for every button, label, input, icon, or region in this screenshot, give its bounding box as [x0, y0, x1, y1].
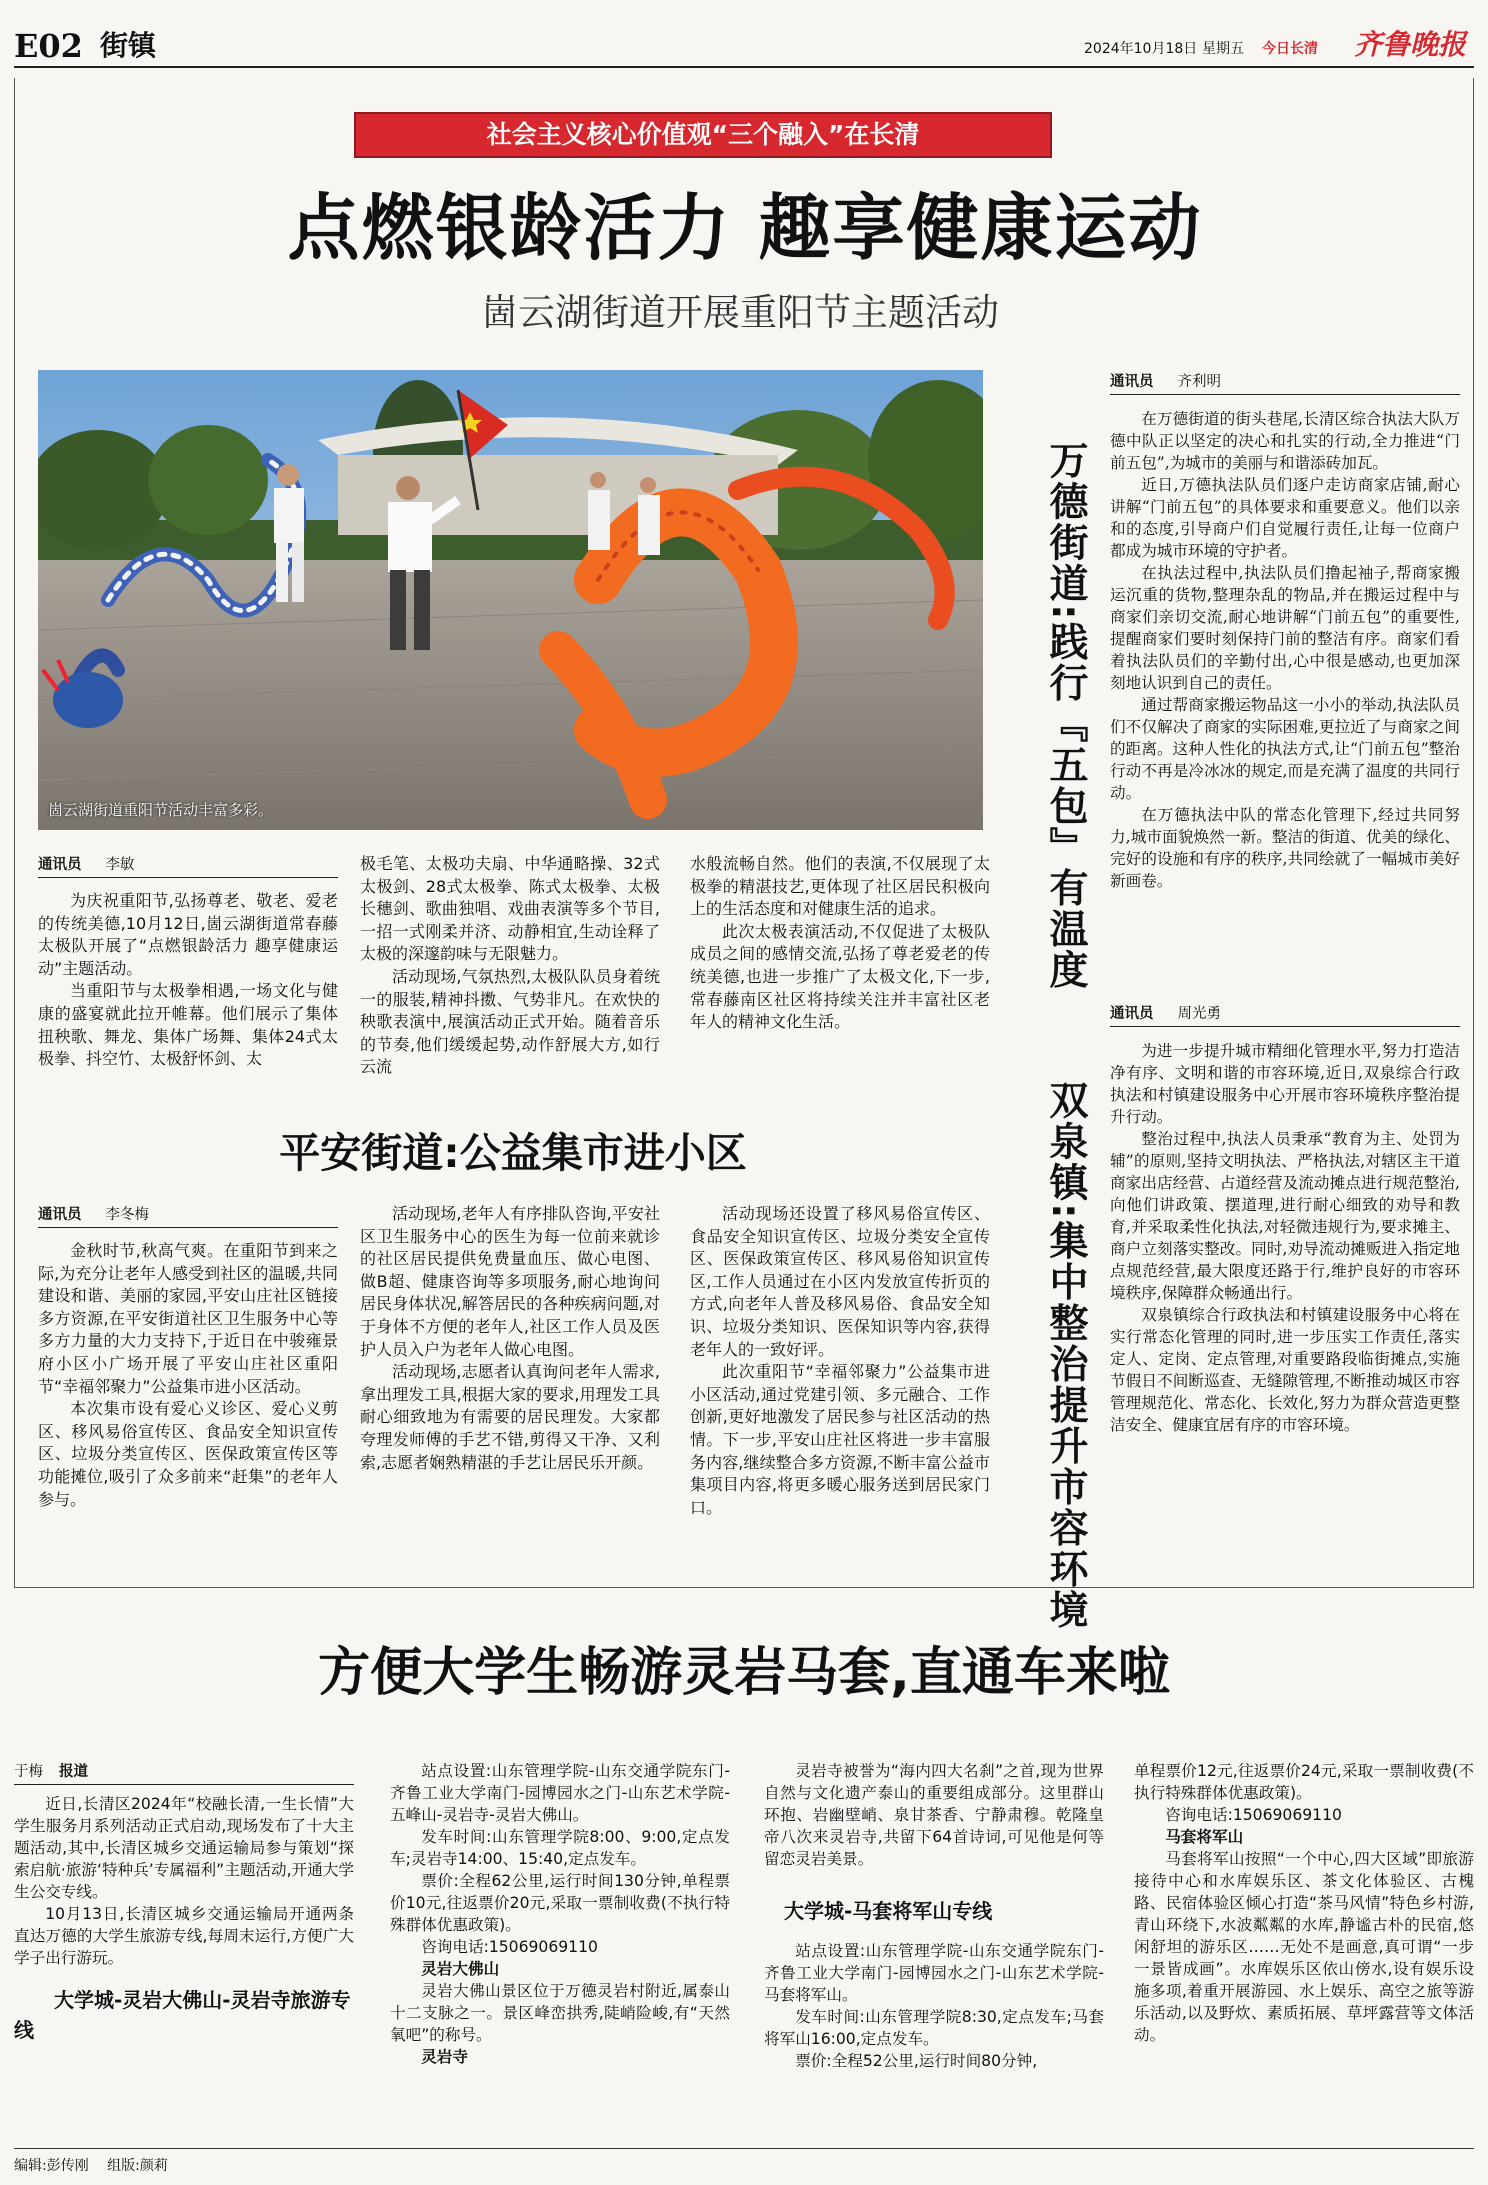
reporter-name: 齐利明	[1177, 374, 1221, 390]
story4-para-1: 为进一步提升城市精细化管理水平,努力打造洁净有序、文明和谐的市容环境,近日,双泉综合行政执法和村镇建设服务中心开展市容环境秩序整治提升行动。	[1110, 1042, 1460, 1126]
reporter-label: 报道	[59, 1764, 88, 1780]
reporter-name: 于梅	[14, 1764, 43, 1780]
route1-fare: 票价:全程62公里,运行时间130分钟,单程票价10元,往返票价20元,采取一票制收费(不执行特殊群体优惠政策)。	[390, 1872, 730, 1934]
story5-para-1: 近日,长清区2024年“校融长清,一生长情”大学生服务月系列活动正式启动,现场发布了十大主题活动,其中,长清区城乡交通运输局参与策划“探索启航·旅游‘特种兵’专属福利”主题活动,开通大学生公交专线。	[14, 1795, 354, 1901]
story1-para-1: 为庆祝重阳节,弘扬尊老、敬老、爱老的传统美德,10月12日,崮云湖街道常春藤太极队开展了“点燃银龄活力 趣享健康运动”主题活动。	[38, 891, 338, 978]
story5-col3	[764, 1760, 1104, 2072]
story3-para-2: 近日,万德执法队员们逐户走访商家店铺,耐心讲解“门前五包”的具体要求和重要意义。他们以亲和的态度,引导商户们自觉履行责任,让每一位商户都成为城市环境的守护者。	[1110, 476, 1460, 560]
issue-date: 2024年10月18日	[1084, 41, 1198, 57]
story2-para-4: 活动现场,志愿者认真询问老年人需求,拿出理发工具,根据大家的要求,用理发工具耐心细致地为有需要的居民理发。大家都夸理发师傅的手艺不错,剪得又干净、又利索,志愿者娴熟精湛的手艺让居民乐开颜。	[360, 1362, 660, 1472]
story4-body	[1110, 1040, 1460, 1436]
route2-title: 大学城-马套将军山专线	[784, 1899, 993, 1923]
story1-col2	[360, 853, 660, 1079]
route2-fare-cont: 单程票价12元,往返票价24元,采取一票制收费(不执行特殊群体优惠政策)。	[1134, 1762, 1474, 1802]
story1-photo	[38, 370, 983, 830]
story4-vertical-headline: 双泉镇:集中整治提升市容环境	[1043, 1080, 1088, 1631]
story2-headline: 平安街道:公益集市进小区	[279, 1129, 747, 1177]
story4-byline	[1110, 1002, 1460, 1035]
page-header	[14, 28, 1474, 68]
story3-para-3: 在执法过程中,执法队员们撸起袖子,帮商家搬运沉重的货物,整理杂乱的物品,并在搬运过程中与商家们亲切交流,耐心地讲解“门前五包”的重要性,提醒商家们要时刻保持门前的整洁有序。商家们看着执法队员们的辛勤付出,心中很是感动,也更加深刻地认识到自己的责任。	[1110, 564, 1460, 692]
story2-para-2: 本次集市设有爱心义诊区、爱心义剪区、移风易俗宣传区、食品安全知识宣传区、垃圾分类宣传区、医保政策宣传区等功能摊位,吸引了众多前来“赶集”的老年人参与。	[38, 1399, 338, 1509]
story3-body	[1110, 408, 1460, 892]
story3-byline	[1110, 370, 1460, 403]
route2-phone: 咨询电话:15069069110	[1165, 1806, 1342, 1824]
route1-stops: 站点设置:山东管理学院-山东交通学院东门-齐鲁工业大学南门-园博园水之门-山东艺术学院-五峰山-灵岩寺-灵岩大佛山。	[390, 1762, 730, 1824]
story2-col2	[360, 1203, 660, 1474]
story3-para-1: 在万德街道的街头巷尾,长清区综合执法大队万德中队正以坚定的决心和扎实的行动,全力推进“门前五包”,为城市的美丽与和谐添砖加瓦。	[1110, 410, 1460, 472]
editor-name: 彭传刚	[46, 2158, 89, 2174]
newspaper-logo: 齐鲁晚报	[1354, 28, 1467, 61]
story1-subhead: 崮云湖街道开展重阳节主题活动	[481, 291, 999, 334]
story1-para-2: 当重阳节与太极拳相遇,一场文化与健康的盛宴就此拉开帷幕。他们展示了集体扭秧歌、舞龙、集体广场舞、集体24式太极拳、抖空竹、太极舒怀剑、太	[38, 981, 338, 1069]
story4-para-3: 双泉镇综合行政执法和村镇建设服务中心将在实行常态化管理的同时,进一步压实工作责任,落实定人、定岗、定点管理,对重要路段临街摊点,实施节假日不间断巡查、无缝隙管理,不断推动城区市容管理规范化、常态化、长效化,努力为群众营造更整洁安全、健康宜居有序的市容环境。	[1110, 1306, 1460, 1434]
story2-col1	[38, 1240, 338, 1511]
story2-para-3: 活动现场,老年人有序排队咨询,平安社区卫生服务中心的医生为每一位前来就诊的社区居民提供免费量血压、做心电图、做B超、健康咨询等多项服务,耐心地询问居民身体状况,解答居民的各种疾病问题,对于身体不方便的老年人,社区工作人员及医护人员入户为老年人做心电图。	[360, 1204, 660, 1359]
story5-col4	[1134, 1760, 1474, 2046]
reporter-name: 李冬梅	[105, 1207, 149, 1223]
story4-para-2: 整治过程中,执法人员秉承“教育为主、处罚为辅”的原则,坚持文明执法、严格执法,对辖区主干道商家出店经营、占道经营及流动摊点进行规范整治,向他们讲政策、摆道理,进行耐心细致的劝导和教育,并采取柔性化执法,对轻微违规行为,要求摊主、商户立刻落实整改。同时,劝导流动摊贩进入指定地点规范经营,最大限度还路于行,维护良好的市容环境秩序,保障群众畅通出行。	[1110, 1130, 1460, 1302]
story2-byline	[38, 1203, 338, 1236]
reporter-label: 通讯员	[38, 857, 82, 873]
reporter-name: 李敏	[105, 857, 135, 873]
lingyansi-heading: 灵岩寺	[421, 2048, 468, 2066]
dafoshan-heading: 灵岩大佛山	[421, 1960, 500, 1978]
story3-vertical-headline: 万德街道:践行『五包』有温度	[1043, 440, 1088, 991]
editor-label: 编辑	[14, 2158, 42, 2174]
story5-headline: 方便大学生畅游灵岩马套,直通车来啦	[318, 1643, 1170, 1703]
reporter-label: 通讯员	[1110, 374, 1154, 390]
jiangjunshan-heading: 马套将军山	[1165, 1828, 1244, 1846]
dragon-dance-photo	[38, 370, 983, 830]
story2-para-5: 活动现场还设置了移风易俗宣传区、食品安全知识宣传区、垃圾分类安全宣传区、医保政策宣传区、移风易俗知识宣传区,工作人员通过在小区内发放宣传折页的方式,向老年人普及移风易俗、食品安全知识、垃圾分类知识、医保知识等内容,获得老年人的一致好评。	[690, 1204, 990, 1359]
story5-col1	[14, 1760, 354, 2045]
page-number: E02	[14, 27, 83, 65]
route1-times: 发车时间:山东管理学院8:00、9:00,定点发车;灵岩寺14:00、15:40,定点发车。	[390, 1828, 730, 1868]
page-footer: 编辑:彭传刚 组版:颜莉	[14, 2148, 1474, 2175]
issue-weekday: 星期五	[1202, 41, 1244, 57]
lingyansi-intro: 灵岩寺被誉为“海内四大名刹”之首,现为世界自然与文化遗产泰山的重要组成部分。这里群山环抱、岩幽壁峭、泉甘茶香、宁静肃穆。乾隆皇帝八次来灵岩寺,共留下64首诗词,可见他是何等留恋灵岩美景。	[764, 1762, 1104, 1868]
story1-byline	[38, 853, 338, 886]
story2-para-1: 金秋时节,秋高气爽。在重阳节到来之际,为充分让老年人感受到社区的温暖,共同建设和谐、美丽的家园,平安山庄社区链接多方资源,在平安街道社区卫生服务中心等多方力量的大力支持下,于近日在中骏雍景府小区小广场开展了平安山庄社区重阳节“幸福邻聚力”公益集市进小区活动。	[38, 1241, 338, 1396]
story1-para-4: 此次太极表演活动,不仅促进了太极队成员之间的感情交流,弘扬了尊老爱老的传统美德,也进一步推广了太极文化,下一步,常春藤南区社区将持续关注并丰富社区老年人的精神文化生活。	[690, 921, 990, 1032]
layout-name: 颜莉	[139, 2158, 168, 2174]
column-name: 今日长清	[1262, 41, 1318, 57]
story1-para-3-cont: 水般流畅自然。他们的表演,不仅展现了太极拳的精湛技艺,更体现了社区居民积极向上的生活态度和对健康生活的追求。	[690, 854, 990, 919]
photo-caption: 崮云湖街道重阳节活动丰富多彩。	[48, 801, 274, 819]
banner-text: 社会主义核心价值观“三个融入”在长清	[486, 120, 920, 149]
layout-label: 组版	[107, 2158, 136, 2174]
story1-para-2-cont: 极毛笔、太极功夫扇、中华通略操、32式太极剑、28式太极拳、陈式太极拳、太极长穗剑、歌曲独唱、戏曲表演等多个节目,一招一式刚柔并济、动静相宜,生动诠释了太极的深邃韵味与无限魅力。	[360, 854, 660, 964]
story1-col1	[38, 890, 338, 1100]
reporter-name: 周光勇	[1177, 1006, 1221, 1022]
story1-headline: 点燃银龄活力 趣享健康运动	[287, 186, 1203, 270]
story2-col3	[690, 1203, 990, 1519]
reporter-label: 通讯员	[38, 1207, 82, 1223]
dafoshan-intro: 灵岩大佛山景区位于万德灵岩村附近,属泰山十二支脉之一。景区峰峦拱秀,陡峭险峻,有“天然氧吧”的称号。	[390, 1982, 730, 2044]
story5-col2	[390, 1760, 730, 2068]
banner	[354, 112, 1052, 158]
route2-fare: 票价:全程52公里,运行时间80分钟,	[795, 2052, 1038, 2070]
story1-col3	[690, 853, 990, 1034]
story3-para-4: 通过帮商家搬运物品这一小小的举动,执法队员们不仅解决了商家的实际困难,更拉近了与商家之间的距离。这种人性化的执法方式,让“门前五包”整治行动不再是冷冰冰的规定,而是充满了温度的共同行动。	[1110, 696, 1460, 802]
route2-times: 发车时间:山东管理学院8:30,定点发车;马套将军山16:00,定点发车。	[764, 2008, 1104, 2048]
section-name: 街镇	[100, 29, 157, 62]
route2-stops: 站点设置:山东管理学院-山东交通学院东门-齐鲁工业大学南门-园博园水之门-山东艺术学院-马套将军山。	[764, 1942, 1104, 2004]
story2-para-6: 此次重阳节“幸福邻聚力”公益集市进小区活动,通过党建引领、多元融合、工作创新,更好地激发了居民参与社区活动的热情。下一步,平安山庄社区将进一步丰富服务内容,继续整合多方资源,不断丰富公益市集项目内容,将更多暖心服务送到居民家门口。	[690, 1362, 990, 1517]
reporter-label: 通讯员	[1110, 1006, 1154, 1022]
route1-title: 大学城-灵岩大佛山-灵岩寺旅游专线	[14, 1988, 351, 2042]
story5-para-2: 10月13日,长清区城乡交通运输局开通两条直达万德的大学生旅游专线,每周末运行,方便广大学子出行游玩。	[14, 1905, 354, 1967]
story3-para-5: 在万德执法中队的常态化管理下,经过共同努力,城市面貌焕然一新。整洁的街道、优美的绿化、完好的设施和有序的秩序,共同绘就了一幅城市美好新画卷。	[1110, 806, 1460, 890]
jiangjunshan-intro: 马套将军山按照“一个中心,四大区域”即旅游接待中心和水库娱乐区、茶文化体验区、古槐路、民宿体验区倾心打造“茶马风情”特色乡村游,青山环绕下,水波粼粼的水库,静谧古朴的民宿,悠闲舒坦的游乐区……无处不是画意,真可谓“一步一景皆成画”。水库娱乐区依山傍水,设有娱乐设施多项,着重开展游园、水上娱乐、高空之旅等游乐活动,以及野炊、素质拓展、草坪露营等文体活动。	[1134, 1850, 1474, 2044]
story1-para-3: 活动现场,气氛热烈,太极队队员身着统一的服装,精神抖擞、气势非凡。在欢快的秧歌表演中,展演活动正式开始。随着音乐的节奏,他们缓缓起势,动作舒展大方,如行云流	[360, 966, 660, 1077]
route1-phone: 咨询电话:15069069110	[421, 1938, 598, 1956]
